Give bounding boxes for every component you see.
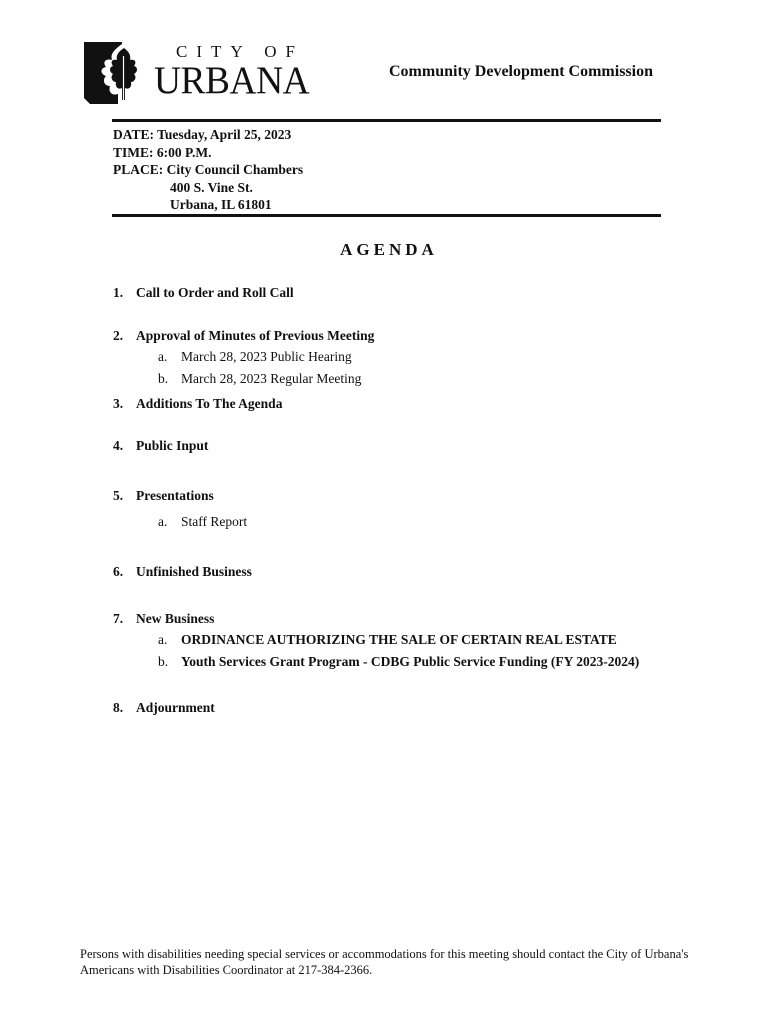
meeting-place: PLACE: City Council Chambers <box>113 162 304 177</box>
agenda-item <box>113 396 282 412</box>
agenda-subitem-text: Youth Services Grant Program - CDBG Public Service Funding (FY 2023-2024) <box>181 654 640 669</box>
agenda-item-number: 5. <box>113 488 124 503</box>
agenda-subitem <box>158 349 352 365</box>
meeting-date: DATE: Tuesday, April 25, 2023 <box>113 127 292 142</box>
agenda-subitem-letter: a. <box>158 514 168 529</box>
agenda-item <box>113 611 214 627</box>
meeting-info <box>113 126 303 214</box>
agenda-title: AGENDA <box>340 240 438 259</box>
agenda-item-number: 6. <box>113 564 124 579</box>
agenda-item-label: Unfinished Business <box>136 564 252 579</box>
agenda-item-label: Adjournment <box>136 700 215 715</box>
agenda-item <box>113 328 374 344</box>
logo-urbana-text: URBANA <box>154 59 310 102</box>
agenda-subitem-letter: b. <box>158 371 169 386</box>
divider-top <box>112 119 661 122</box>
agenda-item-number: 7. <box>113 611 124 626</box>
agenda-item-number: 3. <box>113 396 124 411</box>
meeting-time: TIME: 6:00 P.M. <box>113 144 212 160</box>
agenda-item-number: 2. <box>113 328 124 343</box>
agenda-subitem <box>158 632 617 648</box>
agenda-item <box>113 564 252 580</box>
agenda-item <box>113 438 208 454</box>
agenda-item <box>113 488 214 504</box>
agenda-subitem-letter: a. <box>158 632 168 647</box>
agenda-subitem-text: Staff Report <box>181 514 248 529</box>
agenda-item <box>113 285 294 301</box>
agenda-item-label: Additions To The Agenda <box>136 396 283 411</box>
meeting-address-city: Urbana, IL 61801 <box>170 197 272 212</box>
agenda-item-label: Approval of Minutes of Previous Meeting <box>136 328 375 343</box>
agenda-item-number: 4. <box>113 438 124 453</box>
agenda-subitem-text: ORDINANCE AUTHORIZING THE SALE OF CERTAIN REAL ESTATE <box>181 632 617 647</box>
commission-title: Community Development Commission <box>389 63 653 80</box>
agenda-subitem-text: March 28, 2023 Public Hearing <box>181 349 352 364</box>
meeting-address-street: 400 S. Vine St. <box>170 179 253 195</box>
agenda-subitem <box>158 371 361 387</box>
divider-bottom <box>112 214 661 217</box>
agenda-item-label: Public Input <box>136 438 209 453</box>
agenda-subitem <box>158 654 639 670</box>
agenda-item-number: 8. <box>113 700 124 715</box>
agenda-item-label: Call to Order and Roll Call <box>136 285 294 300</box>
logo-city-of-text: CITY OF <box>176 42 305 61</box>
agenda-item-label: New Business <box>136 611 215 626</box>
city-logo <box>84 42 316 104</box>
agenda-subitem-letter: b. <box>158 654 169 669</box>
accessibility-notice: Persons with disabilities needing special services or accommodations for this meeting should contact the City of Urbana's Americans with Disabilities Coordinator at 217-384-2366. <box>80 947 689 977</box>
agenda-item <box>113 700 215 716</box>
agenda-item-number: 1. <box>113 285 124 300</box>
agenda-item-label: Presentations <box>136 488 214 503</box>
oak-leaf-icon <box>84 42 148 104</box>
agenda-subitem-text: March 28, 2023 Regular Meeting <box>181 371 362 386</box>
agenda-subitem-letter: a. <box>158 349 168 364</box>
agenda-subitem <box>158 514 247 530</box>
